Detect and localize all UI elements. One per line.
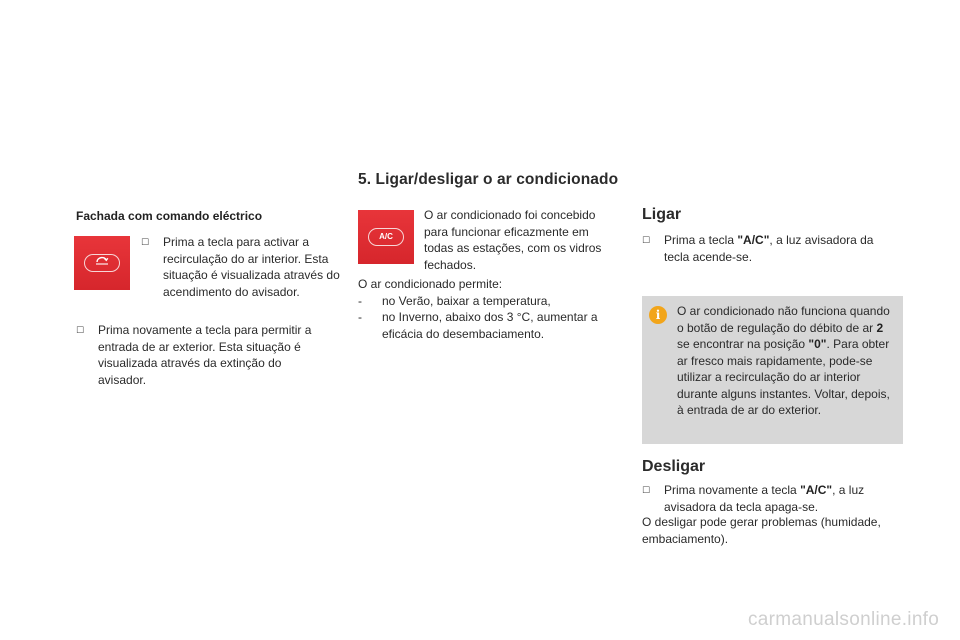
recirculation-key-image xyxy=(74,236,130,290)
desligar-note: O desligar pode gerar problemas (humidade, embaciamento). xyxy=(642,515,881,546)
subtitle-electric-control: Fachada com comando eléctrico xyxy=(76,209,263,223)
bullet-ligar: ☐ Prima a tecla "A/C", a luz avisadora da tecla acende-se. xyxy=(642,233,874,264)
heading-desligar: Desligar xyxy=(642,458,706,475)
bullet-text: Prima novamente a tecla para permitir a entrada de ar exterior. Esta situação é visualizada através da extinção do avisador. xyxy=(98,323,312,387)
bullet-desligar: ☐ Prima novamente a tecla "A/C", a luz avisadora da tecla apaga-se. xyxy=(642,483,865,514)
list-item: - no Inverno, abaixo dos 3 °C, aumentar a eficácia do desembaciamento. xyxy=(358,310,598,341)
bullet-activate-recirculation xyxy=(141,234,353,300)
section-title: 5. Ligar/desligar o ar condicionado xyxy=(358,171,619,188)
ac-permits-block xyxy=(358,276,608,342)
info-text: O ar condicionado não funciona quando o botão de regulação do débito de ar 2 se encontrar na posição "0". Para obter ar fresco mais rapidamente, pode-se utilizar a recirculação do ar interior durante alguns instantes. Voltar, depois, à entrada de ar do exterior. xyxy=(677,304,890,417)
info-box xyxy=(642,296,903,444)
ac-permits-label: O ar condicionado permite: xyxy=(358,277,503,291)
recirculation-icon xyxy=(94,254,110,273)
info-icon: i xyxy=(649,306,667,324)
bullet-exterior-air xyxy=(76,322,321,388)
heading-ligar: Ligar xyxy=(642,206,682,223)
ac-intro-text: O ar condicionado foi concebido para funcionar eficazmente em todas as estações, com os vidros fechados. xyxy=(424,208,602,272)
bullet-text: Prima a tecla para activar a recirculação do ar interior. Esta situação é visualizada através do acendimento do avisador. xyxy=(163,235,340,299)
list-item: - no Verão, baixar a temperatura, xyxy=(358,293,551,308)
ac-button-graphic xyxy=(368,228,404,246)
ac-key-label: A/C xyxy=(379,231,393,241)
square-bullet-icon: ☐ xyxy=(141,237,150,247)
recirculation-button-graphic xyxy=(84,254,120,272)
watermark: carmanualsonline.info xyxy=(748,609,940,630)
square-bullet-icon: ☐ xyxy=(642,485,651,495)
square-bullet-icon: ☐ xyxy=(76,325,85,335)
ac-key-image xyxy=(358,210,414,264)
square-bullet-icon: ☐ xyxy=(642,235,651,245)
